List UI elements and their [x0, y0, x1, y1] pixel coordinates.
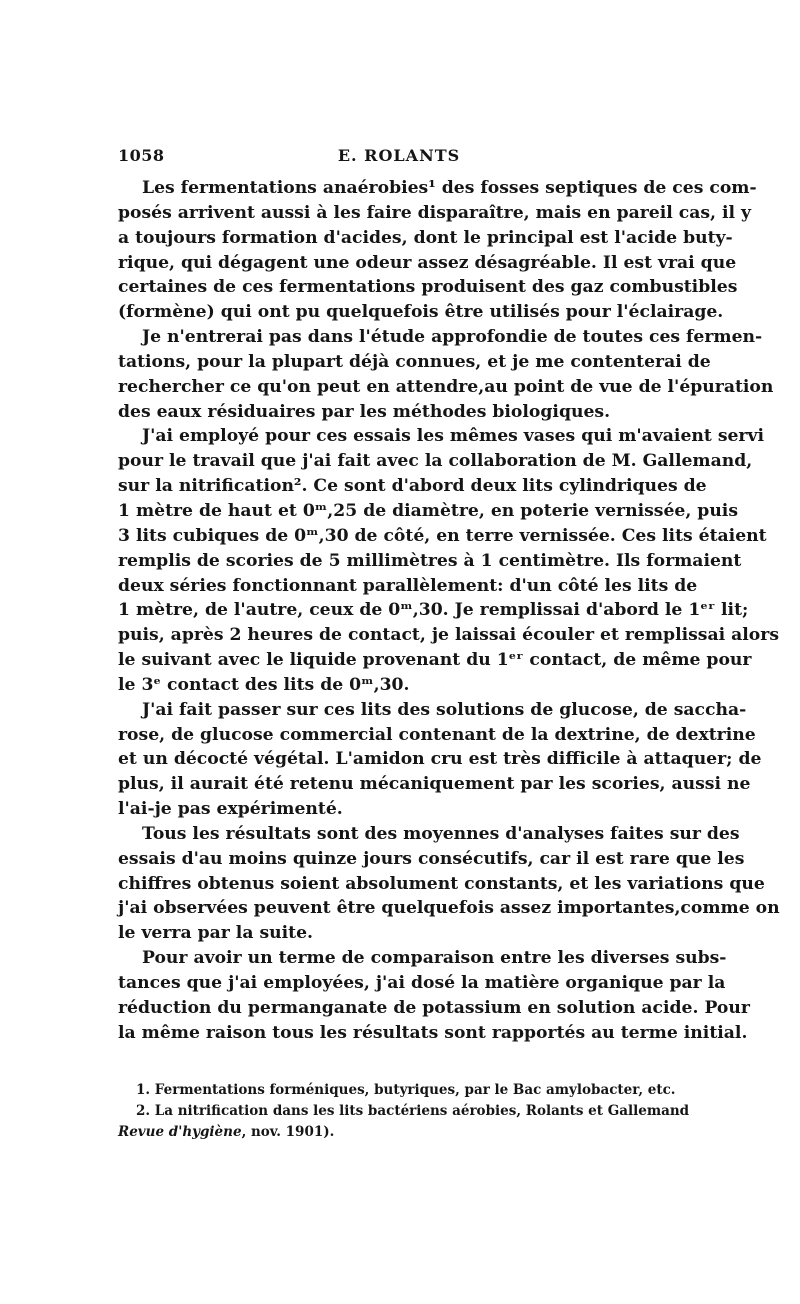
text-line: Pour avoir un terme de comparaison entre les diverses subs- — [142, 948, 727, 969]
footnote-date: , nov. 1901). — [241, 1124, 335, 1140]
text-line: remplis de scories de 5 millimètres à 1 centimètre. Ils formaient — [118, 550, 742, 571]
footnote-2-continuation — [118, 1122, 680, 1143]
text-line: et un décocté végétal. L'amidon cru est très difficile à attaquer; de — [118, 749, 762, 770]
text-line: le 3ᵉ contact des lits de 0ᵐ,30. — [118, 674, 410, 695]
text-line: 1 mètre, de l'autre, ceux de 0ᵐ,30. Je remplissai d'abord le 1ᵉʳ lit; — [118, 600, 749, 621]
text-line: Tous les résultats sont des moyennes d'analyses faites sur des — [142, 823, 740, 844]
text-line: l'ai-je pas expérimenté. — [118, 799, 343, 820]
text-line: tances que j'ai employées, j'ai dosé la matière organique par la — [118, 973, 726, 993]
text-line: la même raison tous les résultats sont rapportés au terme initial. — [118, 1022, 748, 1043]
text-line: Je n'entrerai pas dans l'étude approfondie de toutes ces fermen- — [142, 327, 763, 348]
page-header — [118, 146, 680, 168]
text-line: le verra par la suite. — [118, 923, 314, 944]
text-line: des eaux résiduaires par les méthodes biologiques. — [118, 401, 611, 422]
text-line: deux séries fonctionnant parallèlement: d'un côté les lits de — [118, 575, 698, 596]
body-text — [118, 176, 780, 1046]
text-line: rechercher ce qu'on peut en attendre,au point de vue de l'épuration — [118, 376, 774, 397]
text-line: 1 mètre de haut et 0ᵐ,25 de diamètre, en poterie vernissée, puis — [118, 500, 739, 521]
text-line: sur la nitrification². Ce sont d'abord deux lits cylindriques de — [118, 476, 707, 497]
text-line: 3 lits cubiques de 0ᵐ,30 de côté, en terre vernissée. Ces lits étaient — [118, 525, 767, 546]
text-line: réduction du permanganate de potassium en solution acide. Pour — [118, 997, 750, 1018]
text-line: j'ai observées peuvent être quelquefois assez importantes,comme on — [118, 898, 780, 919]
text-line: pour le travail que j'ai fait avec la collaboration de M. Gallemand, — [118, 451, 753, 472]
text-line: (formène) qui ont pu quelquefois être utilisés pour l'éclairage. — [118, 302, 724, 323]
text-line: rique, qui dégagent une odeur assez désagréable. Il est vrai que — [118, 252, 737, 273]
text-line: essais d'au moins quinze jours consécutifs, car il est rare que les — [118, 848, 745, 869]
text-line: tations, pour la plupart déjà connues, et je me contenterai de — [118, 351, 711, 372]
text-line: J'ai fait passer sur ces lits des solutions de glucose, de saccha- — [142, 699, 747, 720]
text-line: puis, après 2 heures de contact, je laissai écouler et remplissai alors — [118, 625, 779, 646]
text-line: Les fermentations anaérobies¹ des fosses septiques de ces com- — [142, 178, 757, 198]
page-number: 1058 — [118, 146, 165, 165]
footnotes — [118, 1080, 690, 1143]
text-line: chiffres obtenus soient absolument constants, et les variations que — [118, 873, 765, 894]
running-head: E. ROLANTS — [337, 146, 461, 165]
text-line: a toujours formation d'acides, dont le principal est l'acide buty- — [118, 227, 733, 248]
footnote-journal-title: Revue d'hygiène — [118, 1124, 242, 1140]
text-line: certaines de ces fermentations produisent des gaz combustibles — [118, 277, 738, 298]
text-line: rose, de glucose commercial contenant de la dextrine, de dextrine — [118, 724, 756, 745]
text-line: posés arrivent aussi à les faire disparaître, mais en pareil cas, il y — [118, 202, 752, 223]
text-line: J'ai employé pour ces essais les mêmes vases qui m'avaient servi — [142, 426, 764, 447]
text-line: le suivant avec le liquide provenant du 1ᵉʳ contact, de même pour — [118, 650, 752, 671]
text-line: plus, il aurait été retenu mécaniquement par les scories, aussi ne — [118, 774, 751, 795]
footnote-2: 2. La nitrification dans les lits bactériens aérobies, Rolants et Gallemand — [136, 1103, 690, 1119]
footnote-1: 1. Fermentations forméniques, butyriques, par le Bac amylobacter, etc. — [136, 1082, 676, 1098]
